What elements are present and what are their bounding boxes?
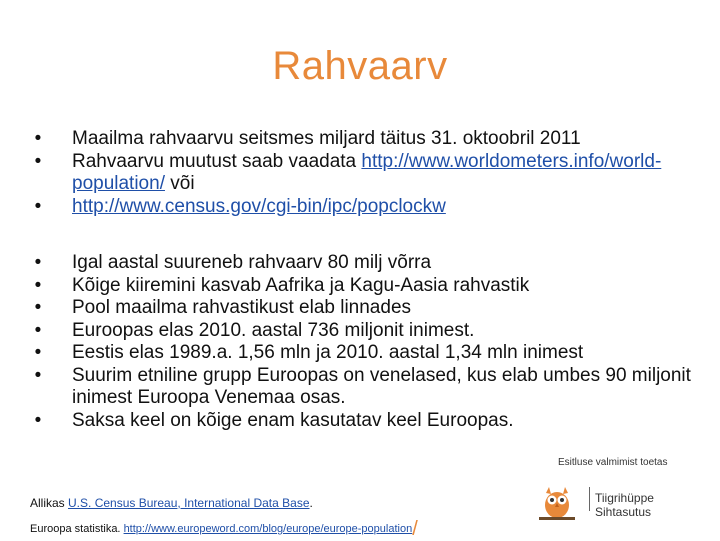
owl-logo-icon	[535, 481, 579, 521]
source-line-census	[30, 496, 313, 510]
bullet-icon: •	[34, 364, 42, 386]
bullet-list-facts	[28, 252, 708, 432]
list-item-text: Kõige kiiremini kasvab Aafrika ja Kagu-Aasia rahvastik	[72, 274, 530, 296]
list-item-text: Igal aastal suureneb rahvaarv 80 milj võrra	[72, 252, 432, 273]
census-bureau-link[interactable]: U.S. Census Bureau, International Data Base	[68, 496, 310, 510]
list-item-text: Suurim etniline grupp Euroopas on venelased, kus elab umbes 90 miljonit inimest Euroopa Venemaa osas.	[72, 364, 691, 408]
slide-title: Rahvaarv	[272, 44, 448, 88]
list-item	[28, 151, 708, 196]
census-popclock-link[interactable]: http://www.census.gov/cgi-bin/ipc/popclockw	[72, 195, 446, 217]
list-item	[28, 342, 708, 365]
source-suffix: .	[309, 496, 313, 510]
list-item	[28, 252, 708, 275]
europeword-link[interactable]: http://www.europeword.com/blog/europe/europe-population	[123, 523, 413, 535]
bullet-icon: •	[34, 128, 42, 149]
sponsor-caption: Esitluse valmimist toetas	[558, 457, 668, 468]
sponsor-name: Tiigrihüppe Sihtasutus	[595, 491, 654, 519]
list-item-text: Maailma rahvaarvu seitsmes miljard täitus 31. oktoobril 2011	[72, 128, 581, 149]
list-item	[28, 128, 708, 151]
list-item-text: Euroopas elas 2010. aastal 736 miljonit inimest.	[72, 319, 475, 341]
worldometers-link[interactable]: http://www.worldometers.info/world-population/	[72, 150, 662, 194]
orange-slash-mark: /	[412, 518, 418, 540]
bullet-icon: •	[34, 252, 42, 273]
bullet-icon: •	[34, 150, 42, 172]
source-line-europe	[30, 518, 418, 541]
list-item-text: Rahvaarvu muutust saab vaadata	[72, 150, 362, 172]
bullet-icon: •	[34, 274, 42, 296]
list-item-text: Pool maailma rahvastikust elab linnades	[72, 297, 412, 318]
list-item	[28, 365, 708, 410]
bullet-icon: •	[34, 342, 42, 363]
bullet-icon: •	[34, 409, 42, 431]
list-item	[28, 297, 708, 320]
list-item	[28, 410, 708, 433]
source-prefix: Euroopa statistika.	[30, 523, 124, 535]
list-item-text: Saksa keel on kõige enam kasutatav keel Euroopas.	[72, 409, 514, 431]
list-item	[28, 320, 708, 343]
list-item	[28, 275, 708, 298]
bullet-icon: •	[34, 319, 42, 341]
sponsor-divider	[589, 487, 590, 511]
sponsor-logo	[525, 453, 705, 533]
list-item	[28, 196, 708, 219]
source-prefix: Allikas	[30, 496, 69, 510]
bullet-icon: •	[34, 297, 42, 318]
list-item-text: Eestis elas 1989.a. 1,56 mln ja 2010. aastal 1,34 mln inimest	[72, 342, 584, 363]
bullet-list-links	[28, 128, 708, 218]
bullet-icon: •	[34, 195, 42, 217]
list-item-suffix: või	[164, 173, 195, 194]
